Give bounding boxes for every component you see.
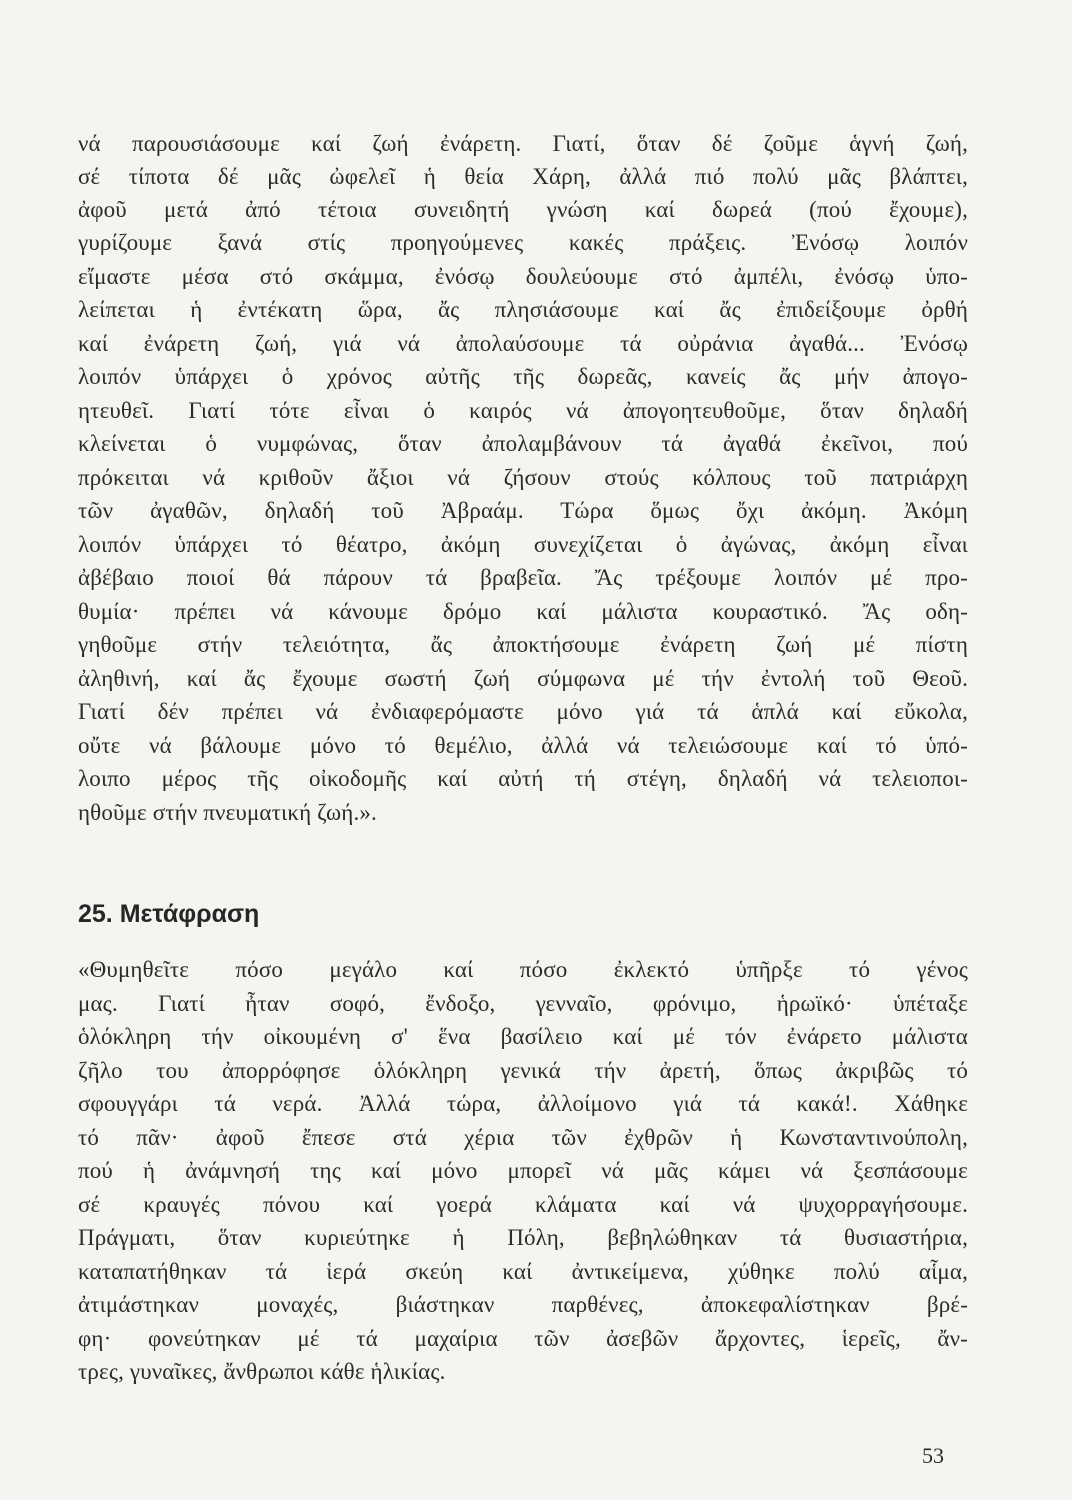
text-line: καί ἐνάρετη ζωή, γιά νά ἀπολαύσουμε τά οὐράνια ἀγαθά... Ἐνόσῳ bbox=[78, 331, 968, 356]
text-line: κλείνεται ὁ νυμφώνας, ὅταν ἀπολαμβάνουν τά ἀγαθά ἐκεῖνοι, πού bbox=[78, 431, 968, 456]
text-line: μας. Γιατί ἦταν σοφό, ἔνδοξο, γενναῖο, φρόνιμο, ἡρωϊκό· ὑπέταξε bbox=[78, 991, 968, 1016]
text-line: οὔτε νά βάλουμε μόνο τό θεμέλιο, ἀλλά νά τελειώσουμε καί τό ὑπό- bbox=[78, 733, 968, 758]
text-line: ἀφοῦ μετά ἀπό τέτοια συνειδητή γνώση καί δωρεά (πού ἔχουμε), bbox=[78, 197, 968, 222]
text-line: λοιπόν ὑπάρχει τό θέατρο, ἀκόμη συνεχίζεται ὁ ἀγώνας, ἀκόμη εἶναι bbox=[78, 532, 968, 557]
text-line: φη· φονεύτηκαν μέ τά μαχαίρια τῶν ἀσεβῶν ἄρχοντες, ἱερεῖς, ἄν- bbox=[78, 1326, 968, 1351]
text-line: Γιατί δέν πρέπει νά ἐνδιαφερόμαστε μόνο γιά τά ἁπλά καί εὔκολα, bbox=[78, 699, 968, 724]
text-line: λείπεται ἡ ἐντέκατη ὥρα, ἄς πλησιάσουμε καί ἄς ἐπιδείξουμε ὀρθή bbox=[78, 297, 968, 322]
text-line: γυρίζουμε ξανά στίς προηγούμενες κακές πράξεις. Ἐνόσῳ λοιπόν bbox=[78, 230, 968, 255]
text-line: Πράγματι, ὅταν κυριεύτηκε ἡ Πόλη, βεβηλώθηκαν τά θυσιαστήρια, bbox=[78, 1225, 968, 1250]
text-line: λοιπο μέρος τῆς οἰκοδομῆς καί αὐτή τή στέγη, δηλαδή νά τελειοποι- bbox=[78, 766, 968, 791]
page-number: 53 bbox=[922, 1443, 944, 1468]
text-line: πού ἡ ἀνάμνησή της καί μόνο μπορεῖ νά μᾶς κάμει νά ξεσπάσουμε bbox=[78, 1158, 968, 1183]
text-line: σέ τίποτα δέ μᾶς ὠφελεῖ ἡ θεία Χάρη, ἀλλά πιό πολύ μᾶς βλάπτει, bbox=[78, 164, 968, 189]
section-heading: 25. Μετάφραση bbox=[78, 900, 260, 928]
text-line: καταπατήθηκαν τά ἱερά σκεύη καί ἀντικείμενα, χύθηκε πολύ αἷμα, bbox=[78, 1259, 968, 1284]
text-line: ὁλόκληρη τήν οἰκουμένη σ' ἕνα βασίλειο καί μέ τόν ἐνάρετο μάλιστα bbox=[78, 1024, 968, 1049]
text-line: ηθοῦμε στήν πνευματική ζωή.». bbox=[78, 800, 377, 825]
text-line: σέ κραυγές πόνου καί γοερά κλάματα καί νά ψυχορραγήσουμε. bbox=[78, 1192, 968, 1217]
text-line: ζῆλο του ἀπορρόφησε ὁλόκληρη γενικά τήν ἀρετή, ὅπως ἀκριβῶς τό bbox=[78, 1058, 968, 1083]
text-line: ἀβέβαιο ποιοί θά πάρουν τά βραβεῖα. Ἄς τρέξουμε λοιπόν μέ προ- bbox=[78, 565, 968, 590]
text-line: θυμία· πρέπει νά κάνουμε δρόμο καί μάλιστα κουραστικό. Ἄς οδη- bbox=[78, 599, 968, 624]
text-line: νά παρουσιάσουμε καί ζωή ἐνάρετη. Γιατί, ὅταν δέ ζοῦμε ἁγνή ζωή, bbox=[78, 131, 968, 156]
text-line: ἀτιμάστηκαν μοναχές, βιάστηκαν παρθένες, ἀποκεφαλίστηκαν βρέ- bbox=[78, 1292, 968, 1317]
text-line: εἴμαστε μέσα στό σκάμμα, ἐνόσῳ δουλεύουμε στό ἀμπέλι, ἐνόσῳ ὑπο- bbox=[78, 264, 968, 289]
text-line: πρόκειται νά κριθοῦν ἄξιοι νά ζήσουν στούς κόλπους τοῦ πατριάρχη bbox=[78, 465, 968, 490]
text-line: γηθοῦμε στήν τελειότητα, ἄς ἀποκτήσουμε ἐνάρετη ζωή μέ πίστη bbox=[78, 632, 968, 657]
text-line: «Θυμηθεῖτε πόσο μεγάλο καί πόσο ἐκλεκτό ὑπῆρξε τό γένος bbox=[78, 957, 968, 982]
text-line: ητευθεῖ. Γιατί τότε εἶναι ὁ καιρός νά ἀπογοητευθοῦμε, ὅταν δηλαδή bbox=[78, 398, 968, 423]
text-line: ἀληθινή, καί ἄς ἔχουμε σωστή ζωή σύμφωνα μέ τήν ἐντολή τοῦ Θεοῦ. bbox=[78, 666, 968, 691]
text-line: σφουγγάρι τά νερά. Ἀλλά τώρα, ἀλλοίμονο γιά τά κακά!. Χάθηκε bbox=[78, 1091, 968, 1116]
text-line: τό πᾶν· ἀφοῦ ἔπεσε στά χέρια τῶν ἐχθρῶν ἡ Κωνσταντινούπολη, bbox=[78, 1125, 968, 1150]
text-line: λοιπόν ὑπάρχει ὁ χρόνος αὐτῆς τῆς δωρεᾶς, κανείς ἄς μήν ἀπογο- bbox=[78, 364, 968, 389]
text-line: τρες, γυναῖκες, ἄνθρωποι κάθε ἡλικίας. bbox=[78, 1359, 446, 1384]
text-line: τῶν ἀγαθῶν, δηλαδή τοῦ Ἀβραάμ. Τώρα ὅμως ὄχι ἀκόμη. Ἀκόμη bbox=[78, 498, 968, 523]
